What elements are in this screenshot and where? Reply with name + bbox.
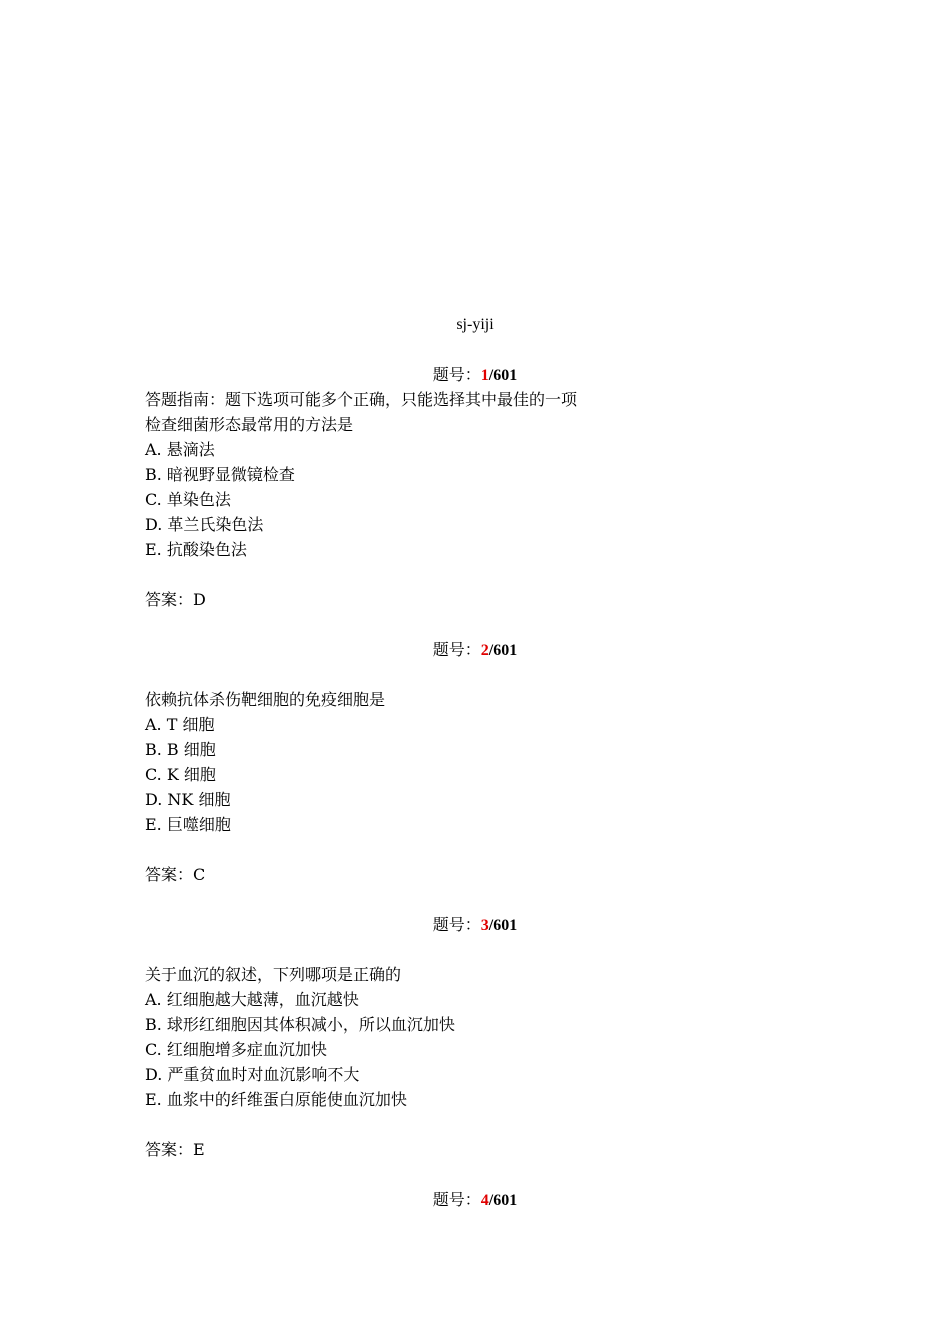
answer-guide: 答题指南：题下选项可能多个正确，只能选择其中最佳的一项: [145, 390, 578, 409]
option-e: E. 巨噬细胞: [145, 815, 231, 834]
question-label: 题号：: [432, 1190, 481, 1209]
option-b: B. 球形红细胞因其体积减小，所以血沉加快: [145, 1015, 455, 1034]
answer-label: 答案：: [145, 590, 194, 609]
question-block: [145, 362, 805, 637]
question-number: [145, 362, 805, 387]
question-block: [145, 637, 805, 912]
current-number: 3: [480, 917, 489, 934]
option-d: D. 革兰氏染色法: [145, 515, 264, 534]
option-a: A. 悬滴法: [145, 440, 215, 459]
document-page: [145, 312, 805, 1212]
answer-line: [145, 587, 805, 612]
question-label: 题号：: [432, 640, 481, 659]
total-count: /601: [488, 1192, 518, 1209]
option-e: E. 抗酸染色法: [145, 540, 247, 559]
option-d: D. 严重贫血时对血沉影响不大: [145, 1065, 360, 1084]
total-count: /601: [488, 642, 518, 659]
question-number: [145, 637, 805, 662]
option-c: C. 单染色法: [145, 490, 231, 509]
question-label: 题号：: [432, 365, 481, 384]
option-e: E. 血浆中的纤维蛋白原能使血沉加快: [145, 1090, 407, 1109]
answer-value: C: [193, 865, 206, 884]
total-count: /601: [488, 917, 518, 934]
answer-line: [145, 862, 805, 887]
answer-label: 答案：: [145, 1140, 194, 1159]
question-block: [145, 912, 805, 1187]
option-a: A. T 细胞: [145, 715, 215, 734]
question-number: [145, 1187, 805, 1212]
question-stem: 关于血沉的叙述，下列哪项是正确的: [145, 965, 402, 984]
current-number: 1: [480, 367, 489, 384]
answer-label: 答案：: [145, 865, 194, 884]
question-stem: 依赖抗体杀伤靶细胞的免疫细胞是: [145, 690, 386, 709]
option-d: D. NK 细胞: [145, 790, 231, 809]
option-c: C. K 细胞: [145, 765, 216, 784]
option-b: B. 暗视野显微镜检查: [145, 465, 295, 484]
answer-value: E: [193, 1140, 205, 1159]
option-c: C. 红细胞增多症血沉加快: [145, 1040, 327, 1059]
answer-value: D: [193, 590, 206, 609]
total-count: /601: [488, 367, 518, 384]
document-title: sj-yiji: [456, 316, 494, 333]
option-b: B. B 细胞: [145, 740, 216, 759]
question-stem: 检查细菌形态最常用的方法是: [145, 415, 354, 434]
question-label: 题号：: [432, 915, 481, 934]
option-a: A. 红细胞越大越薄，血沉越快: [145, 990, 359, 1009]
question-number: [145, 912, 805, 937]
current-number: 4: [480, 1192, 489, 1209]
current-number: 2: [480, 642, 489, 659]
answer-line: [145, 1137, 805, 1162]
question-block: [145, 1187, 805, 1212]
